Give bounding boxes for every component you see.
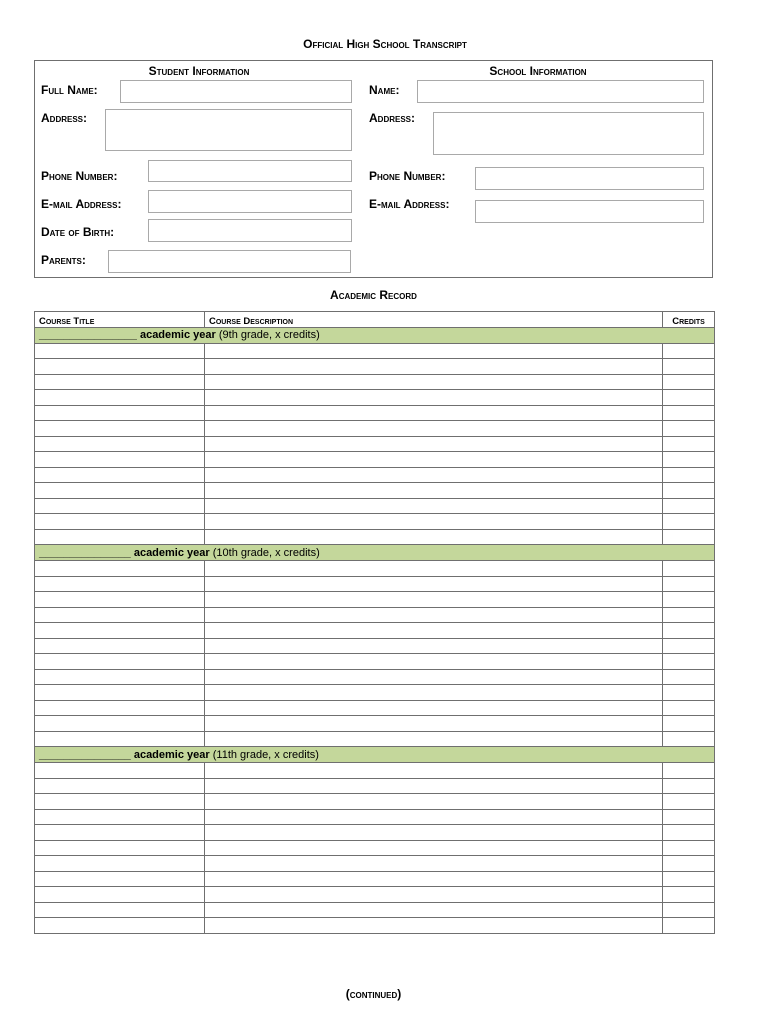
credits-cell[interactable] [663, 902, 715, 918]
course-row [35, 498, 715, 514]
academic-record-heading: Academic Record [330, 288, 417, 302]
course-description-cell[interactable] [205, 561, 663, 577]
credits-header: Credits [663, 312, 715, 328]
course-row [35, 856, 715, 872]
course-title-cell[interactable] [35, 871, 205, 887]
course-title-cell[interactable] [35, 887, 205, 903]
credits-cell[interactable] [663, 405, 715, 421]
course-row [35, 343, 715, 359]
dob-label: Date of Birth: [41, 225, 115, 239]
school-address-label: Address: [369, 111, 416, 125]
course-row [35, 467, 715, 483]
course-title-cell[interactable] [35, 902, 205, 918]
course-description-header: Course Description [205, 312, 663, 328]
course-row [35, 374, 715, 390]
student-phone-field[interactable] [148, 160, 352, 182]
school-name-field[interactable] [417, 80, 704, 103]
table-header-row [35, 312, 715, 328]
course-row [35, 716, 715, 732]
course-description-cell[interactable] [205, 825, 663, 841]
full-name-label: Full Name: [41, 83, 98, 97]
course-description-cell[interactable] [205, 638, 663, 654]
course-row [35, 514, 715, 530]
course-title-cell[interactable] [35, 654, 205, 670]
course-description-cell[interactable] [205, 374, 663, 390]
course-row [35, 825, 715, 841]
course-description-cell[interactable] [205, 529, 663, 545]
credits-cell[interactable] [663, 561, 715, 577]
course-row [35, 763, 715, 779]
credits-cell[interactable] [663, 700, 715, 716]
course-description-cell[interactable] [205, 809, 663, 825]
credits-cell[interactable] [663, 887, 715, 903]
course-title-cell[interactable] [35, 514, 205, 530]
course-title-cell[interactable] [35, 731, 205, 747]
course-description-cell[interactable] [205, 669, 663, 685]
course-row [35, 390, 715, 406]
course-description-cell[interactable] [205, 623, 663, 639]
course-title-cell[interactable] [35, 359, 205, 375]
course-row [35, 840, 715, 856]
course-description-cell[interactable] [205, 607, 663, 623]
year-detail: (9th grade, x credits) [218, 329, 320, 341]
credits-cell[interactable] [663, 856, 715, 872]
course-row [35, 809, 715, 825]
course-title-cell[interactable] [35, 421, 205, 437]
course-description-cell[interactable] [205, 902, 663, 918]
course-row [35, 778, 715, 794]
academic-year-row [35, 545, 715, 561]
course-description-cell[interactable] [205, 452, 663, 468]
credits-cell[interactable] [663, 638, 715, 654]
course-row [35, 421, 715, 437]
academic-year-row [35, 747, 715, 763]
academic-year-label [35, 747, 715, 763]
course-row [35, 918, 715, 934]
credits-cell[interactable] [663, 669, 715, 685]
student-info-heading: Student Information [148, 64, 250, 78]
school-email-label: E-mail Address: [369, 197, 450, 211]
course-title-cell[interactable] [35, 436, 205, 452]
course-description-cell[interactable] [205, 685, 663, 701]
course-row [35, 887, 715, 903]
school-email-field[interactable] [475, 200, 704, 223]
credits-cell[interactable] [663, 390, 715, 406]
course-description-cell[interactable] [205, 887, 663, 903]
course-description-cell[interactable] [205, 716, 663, 732]
credits-cell[interactable] [663, 483, 715, 499]
course-row [35, 436, 715, 452]
course-description-cell[interactable] [205, 390, 663, 406]
school-phone-field[interactable] [475, 167, 704, 190]
course-row [35, 576, 715, 592]
course-title-cell[interactable] [35, 576, 205, 592]
course-title-cell[interactable] [35, 374, 205, 390]
year-detail: (11th grade, x credits) [212, 748, 319, 761]
parents-label: Parents: [41, 253, 86, 267]
student-phone-label: Phone Number: [41, 169, 118, 183]
course-description-cell[interactable] [205, 871, 663, 887]
parents-field[interactable] [108, 250, 351, 273]
course-title-cell[interactable] [35, 483, 205, 499]
course-row [35, 359, 715, 375]
credits-cell[interactable] [663, 918, 715, 934]
school-address-field[interactable] [433, 112, 704, 155]
credits-cell[interactable] [663, 778, 715, 794]
course-title-cell[interactable] [35, 685, 205, 701]
credits-cell[interactable] [663, 825, 715, 841]
course-title-cell[interactable] [35, 809, 205, 825]
year-detail: (10th grade, x credits) [212, 546, 320, 559]
credits-cell[interactable] [663, 514, 715, 530]
credits-cell[interactable] [663, 592, 715, 608]
course-title-cell[interactable] [35, 669, 205, 685]
course-title-cell[interactable] [35, 623, 205, 639]
course-description-cell[interactable] [205, 421, 663, 437]
course-title-cell[interactable] [35, 529, 205, 545]
course-title-header: Course Title [35, 312, 205, 328]
course-title-cell[interactable] [35, 592, 205, 608]
course-row [35, 731, 715, 747]
course-row [35, 592, 715, 608]
course-description-cell[interactable] [205, 405, 663, 421]
course-description-cell[interactable] [205, 700, 663, 716]
course-description-cell[interactable] [205, 763, 663, 779]
course-description-cell[interactable] [205, 794, 663, 810]
year-blank: ________________ [39, 329, 137, 341]
credits-cell[interactable] [663, 498, 715, 514]
student-address-label: Address: [41, 111, 88, 125]
credits-cell[interactable] [663, 343, 715, 359]
course-description-cell[interactable] [205, 576, 663, 592]
course-row [35, 871, 715, 887]
credits-cell[interactable] [663, 576, 715, 592]
course-row [35, 483, 715, 499]
course-description-cell[interactable] [205, 840, 663, 856]
school-info-heading: School Information [489, 64, 587, 78]
year-label: academic year [133, 546, 210, 559]
course-title-cell[interactable] [35, 498, 205, 514]
course-description-cell[interactable] [205, 514, 663, 530]
course-title-cell[interactable] [35, 390, 205, 406]
credits-cell[interactable] [663, 436, 715, 452]
credits-cell[interactable] [663, 763, 715, 779]
credits-cell[interactable] [663, 421, 715, 437]
course-title-cell[interactable] [35, 561, 205, 577]
full-name-field[interactable] [120, 80, 352, 103]
continued-note: (continued) [345, 987, 402, 1001]
course-row [35, 700, 715, 716]
dob-field[interactable] [148, 219, 352, 242]
course-title-cell[interactable] [35, 918, 205, 934]
course-row [35, 452, 715, 468]
course-title-cell[interactable] [35, 638, 205, 654]
course-title-cell[interactable] [35, 343, 205, 359]
academic-year-row [35, 327, 715, 343]
credits-cell[interactable] [663, 467, 715, 483]
course-description-cell[interactable] [205, 856, 663, 872]
academic-record-table [34, 311, 715, 934]
course-row [35, 638, 715, 654]
course-row [35, 794, 715, 810]
course-description-cell[interactable] [205, 343, 663, 359]
course-title-cell[interactable] [35, 467, 205, 483]
course-title-cell[interactable] [35, 452, 205, 468]
course-title-cell[interactable] [35, 607, 205, 623]
course-description-cell[interactable] [205, 654, 663, 670]
course-row [35, 607, 715, 623]
course-row [35, 405, 715, 421]
course-title-cell[interactable] [35, 825, 205, 841]
course-description-cell[interactable] [205, 778, 663, 794]
credits-cell[interactable] [663, 452, 715, 468]
credits-cell[interactable] [663, 871, 715, 887]
course-row [35, 529, 715, 545]
year-blank: _______________ [39, 546, 131, 559]
student-address-field[interactable] [105, 109, 352, 151]
credits-cell[interactable] [663, 623, 715, 639]
course-title-cell[interactable] [35, 840, 205, 856]
credits-cell[interactable] [663, 794, 715, 810]
course-row [35, 623, 715, 639]
course-title-cell[interactable] [35, 763, 205, 779]
credits-cell[interactable] [663, 529, 715, 545]
credits-cell[interactable] [663, 607, 715, 623]
course-row [35, 561, 715, 577]
course-row [35, 669, 715, 685]
academic-year-label [35, 545, 715, 561]
student-email-label: E-mail Address: [41, 197, 122, 211]
credits-cell[interactable] [663, 685, 715, 701]
course-description-cell[interactable] [205, 498, 663, 514]
credits-cell[interactable] [663, 809, 715, 825]
course-row [35, 685, 715, 701]
course-description-cell[interactable] [205, 918, 663, 934]
credits-cell[interactable] [663, 359, 715, 375]
document-title: Official High School Transcript [303, 37, 467, 51]
year-label: academic year [139, 329, 216, 341]
year-blank: _______________ [39, 748, 131, 761]
course-title-cell[interactable] [35, 856, 205, 872]
school-name-label: Name: [369, 83, 400, 97]
credits-cell[interactable] [663, 374, 715, 390]
credits-cell[interactable] [663, 731, 715, 747]
course-title-cell[interactable] [35, 700, 205, 716]
course-title-cell[interactable] [35, 778, 205, 794]
school-phone-label: Phone Number: [369, 169, 446, 183]
course-description-cell[interactable] [205, 359, 663, 375]
course-row [35, 654, 715, 670]
course-description-cell[interactable] [205, 483, 663, 499]
student-email-field[interactable] [148, 190, 352, 213]
credits-cell[interactable] [663, 654, 715, 670]
course-description-cell[interactable] [205, 731, 663, 747]
year-label: academic year [133, 748, 210, 761]
course-description-cell[interactable] [205, 592, 663, 608]
course-description-cell[interactable] [205, 467, 663, 483]
course-title-cell[interactable] [35, 405, 205, 421]
course-title-cell[interactable] [35, 794, 205, 810]
credits-cell[interactable] [663, 840, 715, 856]
course-title-cell[interactable] [35, 716, 205, 732]
academic-year-label [35, 327, 715, 343]
course-description-cell[interactable] [205, 436, 663, 452]
course-row [35, 902, 715, 918]
credits-cell[interactable] [663, 716, 715, 732]
